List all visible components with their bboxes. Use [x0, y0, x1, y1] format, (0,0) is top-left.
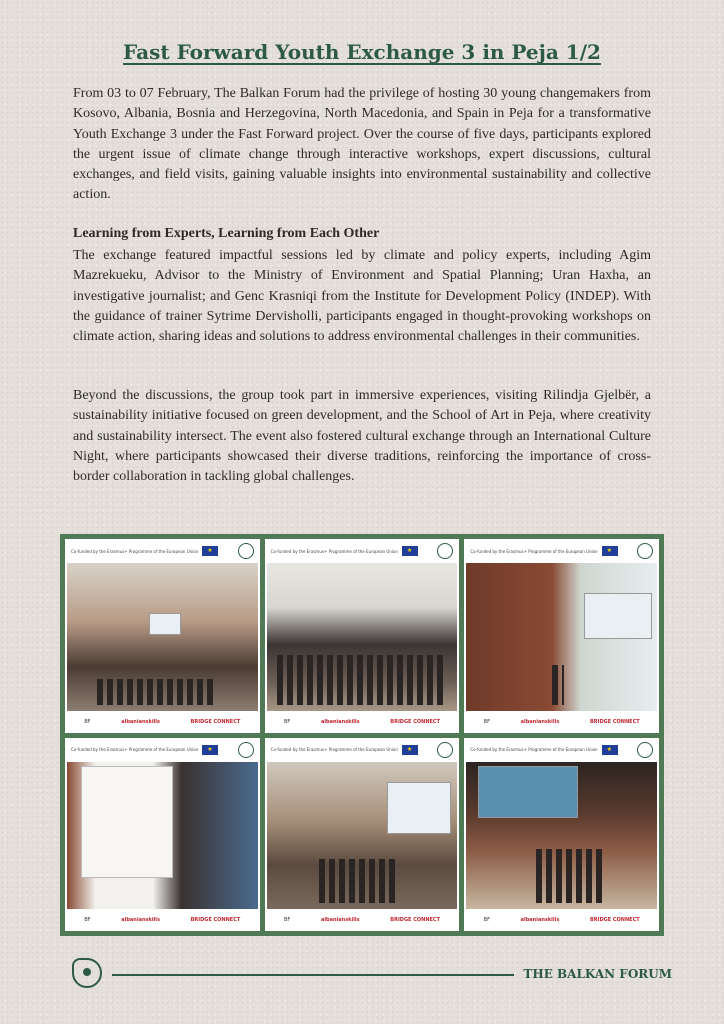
- albanianskills-logo: albanianskills: [520, 718, 560, 725]
- eu-flag-icon: [402, 745, 418, 755]
- bf-logo: BF: [84, 718, 91, 725]
- speaker-figures: [536, 849, 606, 903]
- photo-footer-logos: [65, 711, 260, 733]
- albanianskills-logo: albanianskills: [320, 917, 360, 923]
- albanianskills-logo: albanianskills: [121, 917, 160, 923]
- cofunded-text: Co-funded by the Erasmus+ Programme of the European Union: [71, 747, 199, 752]
- cofunded-text: Co-funded by the Erasmus+ Programme of the European Union: [470, 548, 598, 554]
- eu-flag-icon: [202, 546, 218, 556]
- photo-podium-speakers: [464, 738, 659, 932]
- experiences-paragraph: Beyond the discussions, the group took part in immersive experiences, visiting Rilindja Gjelbër, a sustainability initiative focused on green development, and the School of Art in Peja, where creativity and sustainability intersect. The event also fostered cultural exchange through an International Culture Night, where participants showcased their diverse traditions, reinforcing the importance of cross-border collaboration in tackling global challenges.: [73, 388, 651, 485]
- photo-image: [67, 762, 258, 910]
- photo-expert-session: [265, 738, 460, 932]
- eco-badge-icon: [437, 742, 453, 758]
- projector-screen: [584, 593, 652, 639]
- photo-flipchart-workshop: [65, 738, 260, 932]
- albanianskills-logo: albanianskills: [320, 718, 360, 725]
- eu-flag-icon: [602, 546, 618, 556]
- projector-screen: [478, 766, 578, 818]
- photo-image: [267, 762, 458, 910]
- speaker-figures: [319, 859, 399, 903]
- footer-divider: [112, 974, 514, 976]
- photo-image: [466, 563, 657, 711]
- bridge-connect-logo: BRIDGE CONNECT: [589, 718, 640, 725]
- section-heading: Learning from Experts, Learning from Each Other: [73, 226, 380, 241]
- photo-image: [267, 563, 458, 711]
- photo-footer-logos: [265, 711, 460, 733]
- balkan-forum-logo-icon: [72, 958, 102, 988]
- cofunded-text: Co-funded by the Erasmus+ Programme of the European Union: [71, 548, 199, 554]
- photo-header: [265, 738, 460, 762]
- participants-group: [277, 655, 447, 705]
- bf-logo: BF: [483, 718, 490, 725]
- eco-badge-icon: [637, 742, 653, 758]
- photo-footer-logos: [464, 909, 659, 931]
- albanianskills-logo: albanianskills: [520, 917, 560, 923]
- photo-header: [65, 738, 260, 762]
- photo-image: [466, 762, 657, 910]
- projector-screen: [387, 782, 451, 834]
- cofunded-text: Co-funded by the Erasmus+ Programme of the European Union: [470, 747, 598, 752]
- intro-paragraph: From 03 to 07 February, The Balkan Forum had the privilege of hosting 30 young changemakers from Kosovo, Albania, Bosnia and Herzegovina, North Macedonia, and Spain in Peja for a transformative Youth Exchange 3 under the Fast Forward project. Over the course of five days, participants explored the urgent issue of climate change through interactive workshops, expert discussions, cultural exchanges, and field visits, gaining valuable insights into environmental sustainability and collective action.: [73, 86, 651, 203]
- speaker-figure: [552, 665, 564, 705]
- footer-brand: THE BALKAN FORUM: [523, 967, 672, 981]
- photo-speaker-presentation: [464, 539, 659, 733]
- eu-flag-icon: [202, 745, 218, 755]
- bridge-connect-logo: BRIDGE CONNECT: [390, 718, 440, 725]
- photo-footer-logos: [65, 909, 260, 931]
- bridge-connect-logo: BRIDGE CONNECT: [390, 917, 440, 923]
- photo-footer-logos: [464, 711, 659, 733]
- photo-header: [265, 539, 460, 563]
- bf-logo: BF: [84, 917, 91, 923]
- eu-flag-icon: [602, 745, 618, 755]
- bridge-connect-logo: BRIDGE CONNECT: [190, 718, 241, 725]
- bf-logo: BF: [483, 917, 490, 923]
- cofunded-text: Co-funded by the Erasmus+ Programme of the European Union: [270, 747, 398, 752]
- albanianskills-logo: albanianskills: [121, 718, 160, 725]
- eu-flag-icon: [402, 546, 418, 556]
- photo-footer-logos: [265, 909, 460, 931]
- photo-header: [464, 539, 659, 563]
- bf-logo: BF: [283, 917, 291, 923]
- page-title: Fast Forward Youth Exchange 3 in Peja 1/2: [123, 40, 601, 64]
- cofunded-text: Co-funded by the Erasmus+ Programme of the European Union: [270, 548, 398, 554]
- photo-gallery: [60, 534, 664, 936]
- bridge-connect-logo: BRIDGE CONNECT: [190, 917, 241, 923]
- photo-header: [464, 738, 659, 762]
- photo-group-certificates: [65, 539, 260, 733]
- photo-group-standing: [265, 539, 460, 733]
- bf-logo: BF: [283, 718, 291, 725]
- projector-screen: [149, 613, 181, 635]
- participants-group: [97, 679, 217, 705]
- photo-header: [65, 539, 260, 563]
- eco-badge-icon: [238, 742, 254, 758]
- eco-badge-icon: [437, 543, 453, 559]
- eco-badge-icon: [238, 543, 254, 559]
- eco-badge-icon: [637, 543, 653, 559]
- photo-image: [67, 563, 258, 711]
- bridge-connect-logo: BRIDGE CONNECT: [589, 917, 640, 923]
- flipchart: [81, 766, 173, 878]
- experts-paragraph: The exchange featured impactful sessions led by climate and policy experts, including Agim Mazrekueku, Advisor to the Ministry of Environment and Spatial Planning; Uran Haxha, an investigative journalist; and Genc Krasniqi from the Institute for Development Policy (INDEP). With the guidance of trainer Sytrime Dervisholli, participants engaged in thought-provoking workshops on climate action, sharing ideas and solutions to address environmental challenges in their communities.: [73, 248, 651, 345]
